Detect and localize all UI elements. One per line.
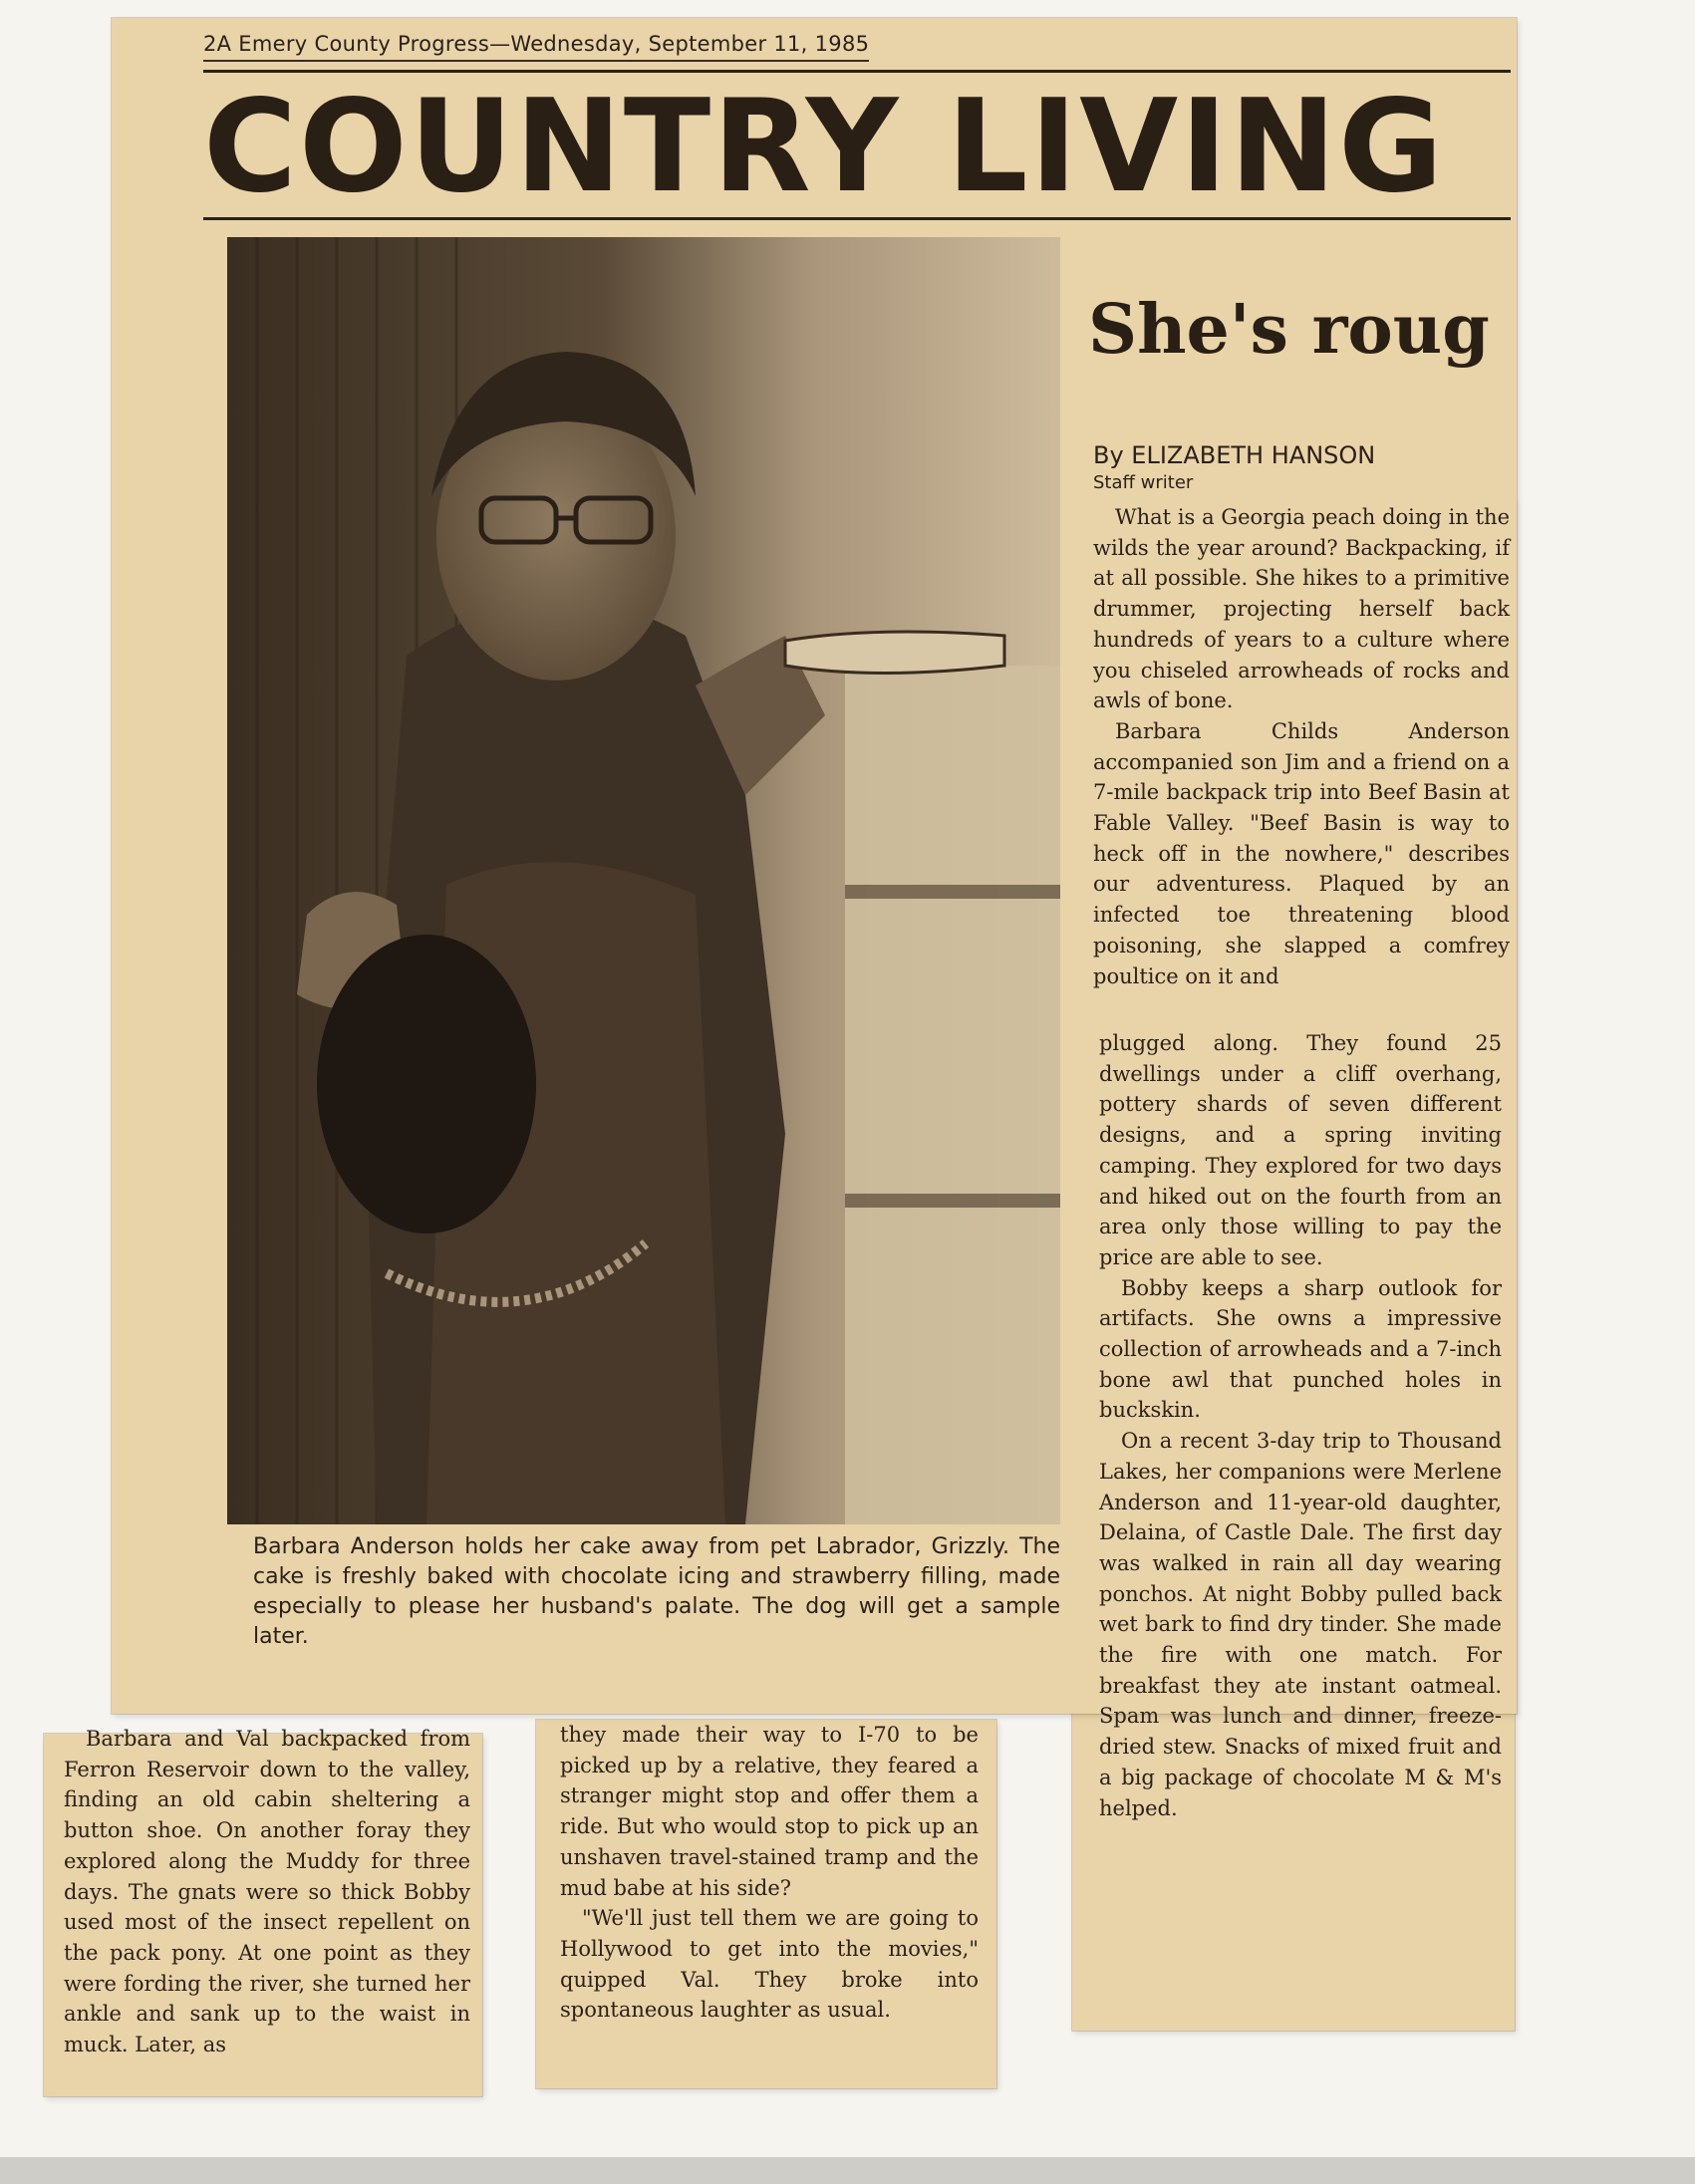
article-column-2: [1099, 1028, 1502, 1823]
article-column-3: [64, 1724, 470, 2060]
masthead-rule-bottom: [203, 217, 1511, 220]
article-column-1: [1093, 502, 1510, 991]
article-paragraph: Bobby keeps a sharp outlook for artifacts. She owns a impressive collection of arrowheads and a 7-inch bone awl that punched holes in buckskin.: [1099, 1275, 1502, 1423]
dateline: 2A Emery County Progress—Wednesday, September 11, 1985: [203, 32, 869, 62]
article-column-4: [560, 1720, 979, 2026]
section-headline: COUNTRY LIVING: [203, 78, 1445, 217]
article-paragraph: plugged along. They found 25 dwellings under a cliff overhang, pottery shards of seven different designs, and a spring inviting camping. They explored for two days and hiked out on the fourth from an area only those willing to pay the price are able to see.: [1099, 1031, 1502, 1269]
article-paragraph: On a recent 3-day trip to Thousand Lakes, her companions were Merlene Anderson and 11-year-old daughter, Delaina, of Castle Dale. The first day was walked in rain all day wearing ponchos. At night Bobby pulled back wet bark to find dry tinder. She made the fire with one match. For breakfast they ate instant oatmeal. Spam was lunch and dinner, freeze-dried stew. Snacks of mixed fruit and a big package of chocolate M & M's helped.: [1099, 1429, 1502, 1820]
byline-role: Staff writer: [1093, 472, 1194, 493]
article-paragraph: they made their way to I-70 to be picked up by a relative, they feared a stranger might stop and offer them a ride. But who would stop to pick up an unshaven travel-stained tramp and the mud babe at his side?: [560, 1723, 979, 1900]
byline: By ELIZABETH HANSON: [1093, 441, 1376, 469]
masthead-rule-top: [203, 70, 1511, 73]
page-bottom-edge: [0, 2157, 1695, 2184]
photo-caption: Barbara Anderson holds her cake away from pet Labrador, Grizzly. The cake is freshly baked with chocolate icing and strawberry filling, made especially to please her husband's palate. The dog will get a sample later.: [253, 1534, 1060, 1649]
article-paragraph: "We'll just tell them we are going to Hollywood to get into the movies," quipped Val. They broke into spontaneous laughter as usual.: [560, 1906, 979, 2023]
article-title: She's roug: [1088, 292, 1490, 368]
article-photo: [227, 237, 1060, 1524]
article-paragraph: Barbara and Val backpacked from Ferron Reservoir down to the valley, finding an old cabin sheltering a button shoe. On another foray they explored along the Muddy for three days. The gnats were so thick Bobby used most of the insect repellent on the pack pony. At one point as they were fording the river, she turned her ankle and sank up to the waist in muck. Later, as: [64, 1727, 470, 2057]
article-paragraph: What is a Georgia peach doing in the wilds the year around? Backpacking, if at all possible. She hikes to a primitive drummer, projecting herself back hundreds of years to a culture where you chiseled arrowheads of rocks and awls of bone.: [1093, 505, 1510, 713]
photo-illustration: [227, 237, 1060, 1524]
article-paragraph: Barbara Childs Anderson accompanied son Jim and a friend on a 7-mile backpack trip into Beef Basin at Fable Valley. "Beef Basin is way to heck off in the nowhere," describes our adventuress. Plaqued by an infected toe threatening blood poisoning, she slapped a comfrey poultice on it and: [1093, 718, 1510, 988]
